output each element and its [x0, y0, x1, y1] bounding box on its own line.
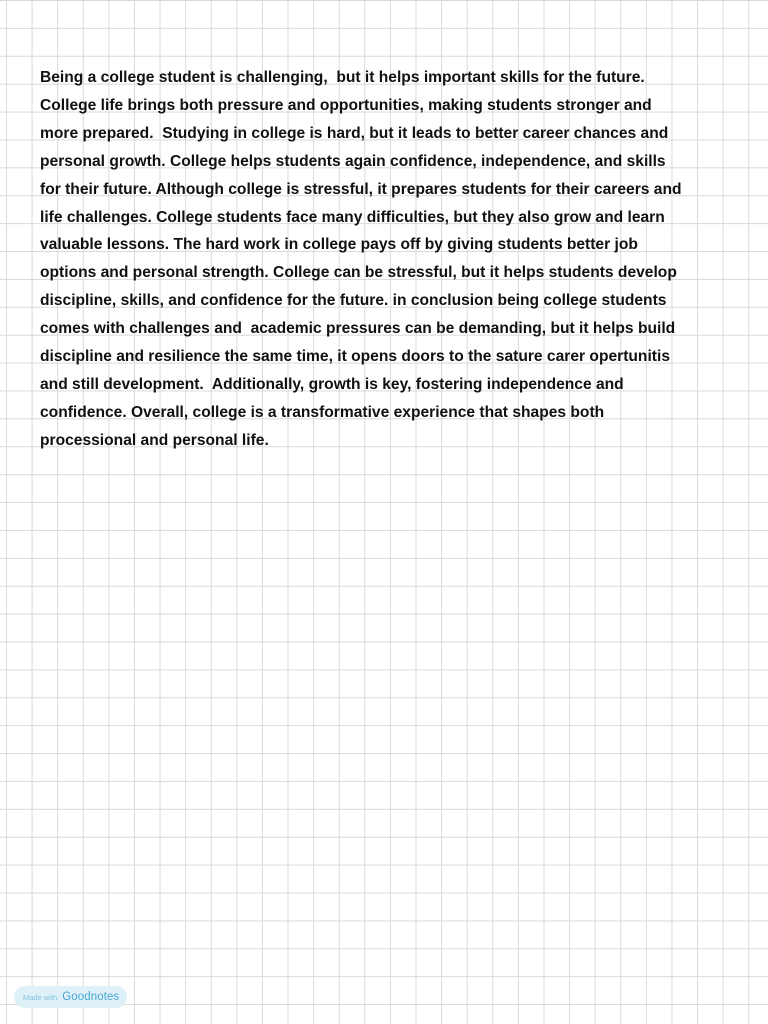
- text-line: confidence. Overall, college is a transformative experience that shapes both: [40, 403, 605, 421]
- text-line: comes with challenges and academic pressures can be demanding, but it helps build: [40, 320, 676, 338]
- text-line: for their future. Although college is stressful, it prepares students for their careers and: [40, 180, 682, 198]
- badge-prefix-text: Made with: [23, 992, 58, 1002]
- text-line: personal growth. College helps students again confidence, independence, and skills: [40, 152, 666, 170]
- made-with-goodnotes-badge[interactable]: [14, 986, 127, 1008]
- goodnotes-logo-text: Goodnotes: [62, 991, 120, 1003]
- text-line: discipline, skills, and confidence for the future. in conclusion being college students: [40, 292, 667, 310]
- text-line: valuable lessons. The hard work in college pays off by giving students better job: [40, 236, 638, 254]
- text-line: more prepared. Studying in college is hard, but it leads to better career chances and: [40, 124, 669, 142]
- text-line: College life brings both pressure and opportunities, making students stronger and: [40, 96, 652, 114]
- text-line: options and personal strength. College can be stressful, but it helps students develop: [40, 264, 677, 282]
- text-line: life challenges. College students face many difficulties, but they also grow and learn: [40, 208, 665, 226]
- text-line: processional and personal life.: [40, 431, 269, 449]
- essay-paragraph: [40, 64, 740, 455]
- text-line: and still development. Additionally, growth is key, fostering independence and: [40, 375, 624, 393]
- text-line: discipline and resilience the same time, it opens doors to the sature carer opertunitis: [40, 348, 670, 366]
- text-line: Being a college student is challenging, but it helps important skills for the future.: [40, 69, 645, 86]
